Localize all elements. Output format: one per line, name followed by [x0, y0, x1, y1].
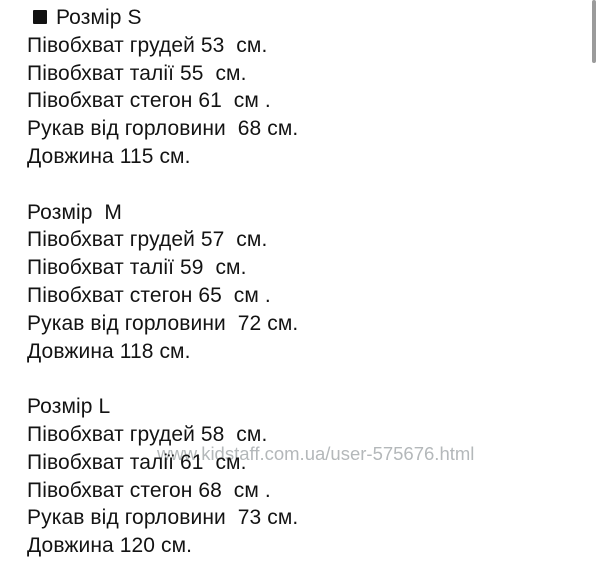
- measurement-line: Довжина 120 см.: [27, 534, 193, 558]
- size-block-s: [27, 4, 600, 171]
- seller-url-watermark: www.kidstaff.com.ua/user-575676.html: [157, 443, 475, 464]
- measurement-line: Довжина 115 см.: [27, 144, 191, 168]
- size-block-l: [27, 393, 600, 560]
- measurement-line: Рукав від горловини 72 см.: [27, 311, 299, 335]
- measurement-line: Довжина 118 см.: [27, 339, 191, 363]
- measurement-line: Півобхват талії 61 см.: [27, 450, 247, 474]
- scrollbar-thumb[interactable]: [592, 0, 596, 63]
- size-title: Розмір L: [27, 395, 111, 419]
- measurement-line: Півобхват грудей 58 см.: [27, 422, 268, 446]
- size-title-label: Розмір S: [56, 6, 142, 29]
- measurement-line: Півобхват грудей 53 см.: [27, 33, 268, 57]
- measurement-line: Півобхват стегон 65 см .: [27, 283, 271, 307]
- measurement-line: Рукав від горловини 68 см.: [27, 117, 299, 141]
- measurement-line: Півобхват талії 55 см.: [27, 61, 247, 85]
- measurement-line: Півобхват грудей 57 см.: [27, 228, 268, 252]
- measurement-line: Півобхват талії 59 см.: [27, 256, 247, 280]
- black-square-bullet-icon: [33, 10, 47, 24]
- size-title: Розмір М: [27, 200, 123, 224]
- measurement-line: Півобхват стегон 61 см .: [27, 89, 271, 113]
- measurement-line: Півобхват стегон 68 см .: [27, 478, 271, 502]
- measurement-line: Рукав від горловини 73 см.: [27, 506, 299, 530]
- size-block-m: [27, 199, 600, 366]
- size-title: [27, 4, 600, 32]
